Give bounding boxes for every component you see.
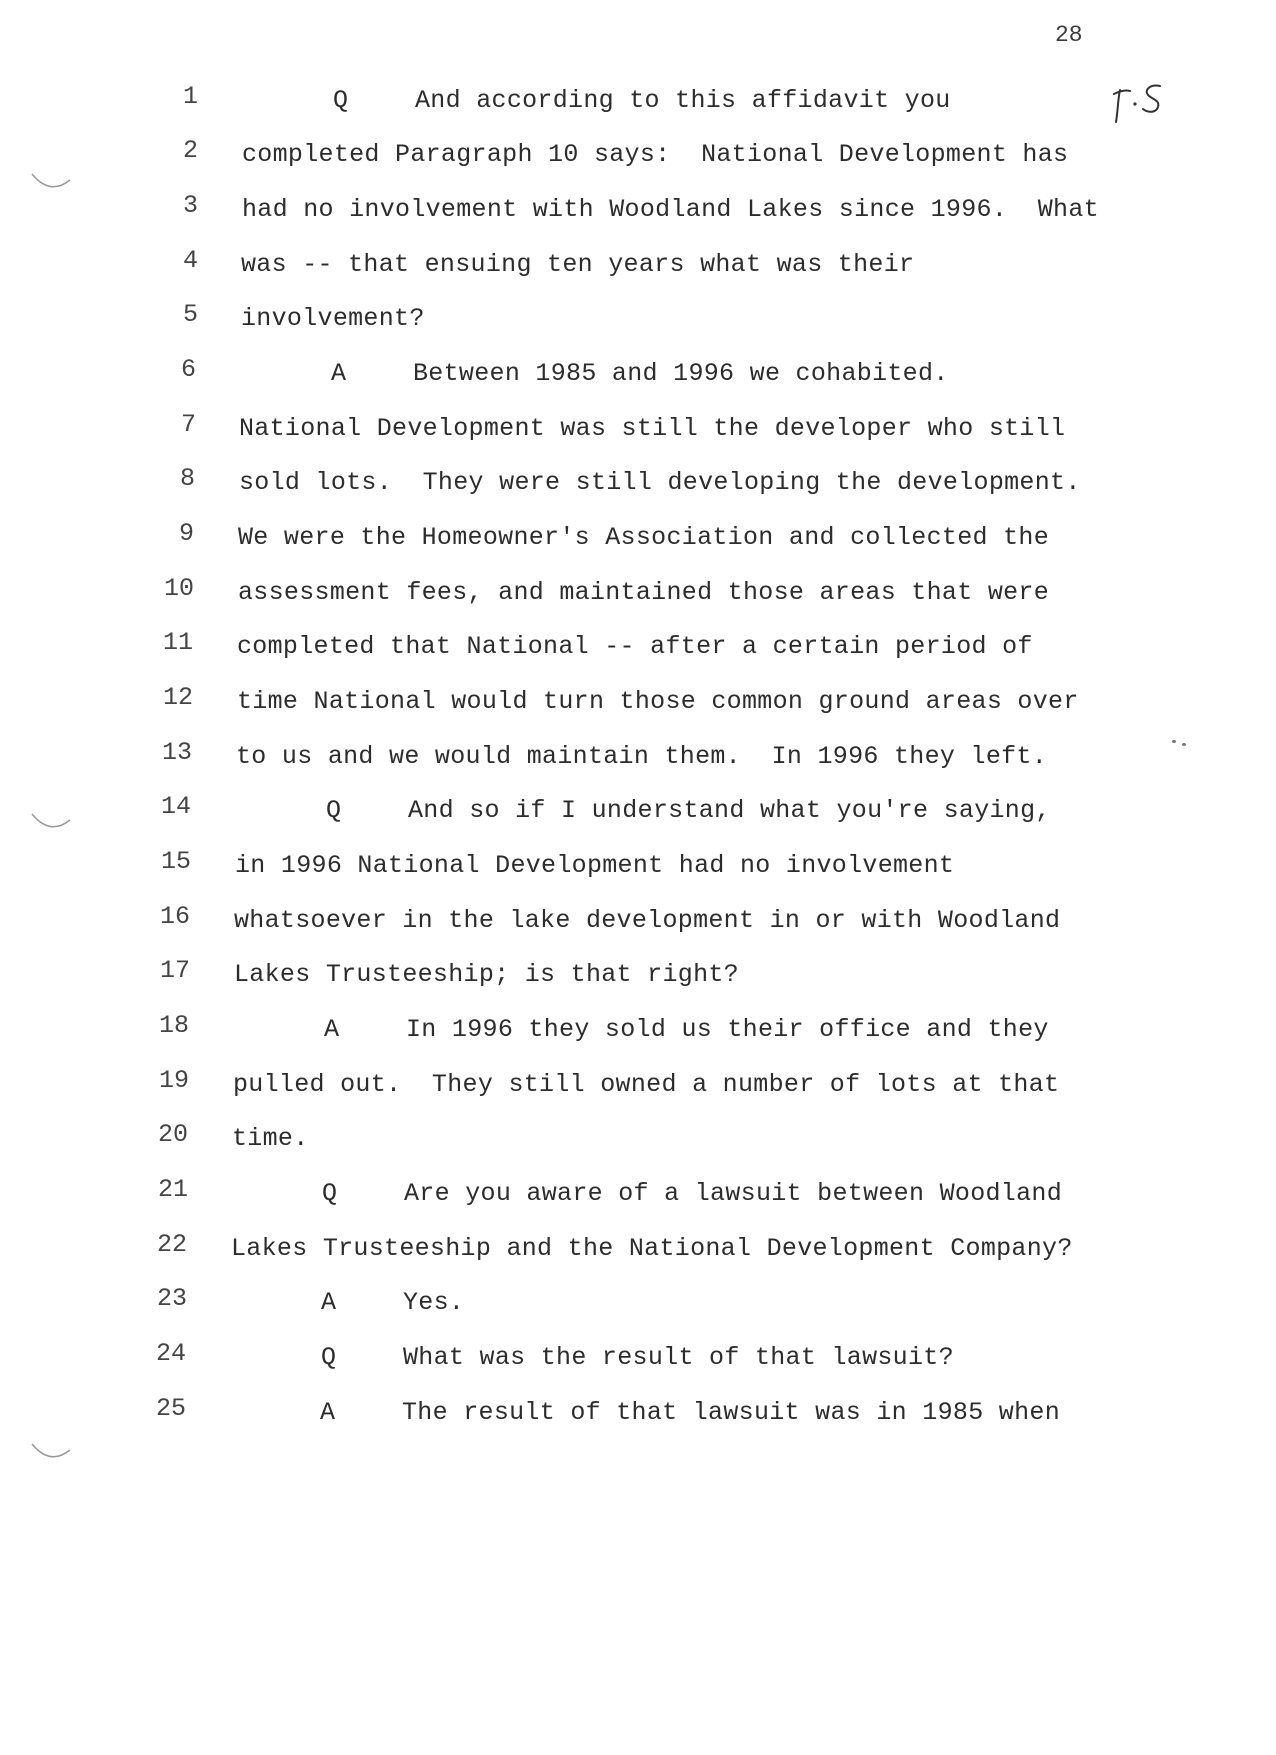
line-text: Yes. — [403, 1288, 465, 1317]
line-text: The result of that lawsuit was in 1985 when — [402, 1398, 1061, 1427]
page-number: 28 — [1055, 22, 1083, 48]
speaker-label: A — [320, 1398, 336, 1427]
transcript-line: pulled out. They still owned a number of lots at that — [233, 1070, 1060, 1099]
transcript-line — [326, 796, 1051, 825]
line-text: And according to this affidavit you — [415, 86, 951, 115]
transcript-line — [321, 1343, 954, 1372]
stray-mark — [1182, 743, 1186, 746]
speaker-label: Q — [333, 86, 349, 115]
speaker-label: Q — [322, 1179, 338, 1208]
line-number: 9 — [178, 519, 194, 548]
line-text: In 1996 they sold us their office and they — [406, 1015, 1049, 1044]
speaker-label: Q — [326, 796, 342, 825]
line-number: 22 — [156, 1230, 187, 1259]
transcript-line — [324, 1015, 1049, 1044]
line-number: 8 — [179, 464, 195, 493]
line-number: 7 — [180, 410, 196, 439]
line-number: 12 — [162, 683, 193, 712]
line-number: 1 — [182, 82, 198, 111]
line-number: 2 — [182, 136, 198, 165]
line-number: 25 — [155, 1394, 186, 1423]
line-number: 21 — [157, 1175, 188, 1204]
line-number: 16 — [159, 902, 190, 931]
punch-hole-mark — [30, 808, 72, 838]
transcript-line: We were the Homeowner's Association and collected the — [238, 523, 1050, 552]
transcript-line — [333, 86, 951, 115]
transcript-line: completed Paragraph 10 says: National Development has — [242, 140, 1069, 169]
speaker-label: A — [324, 1015, 340, 1044]
handwritten-initials — [1108, 80, 1178, 130]
speaker-label: A — [321, 1288, 337, 1317]
line-number: 17 — [159, 956, 190, 985]
line-number: 19 — [158, 1066, 189, 1095]
transcript-line: time. — [232, 1124, 309, 1153]
line-text: What was the result of that lawsuit? — [403, 1343, 954, 1372]
transcript-line: time National would turn those common ground areas over — [237, 687, 1079, 716]
transcript-line — [331, 359, 949, 388]
transcript-line: assessment fees, and maintained those areas that were — [238, 578, 1050, 607]
transcript-line: involvement? — [241, 304, 425, 333]
transcript-line: was -- that ensuing ten years what was their — [241, 250, 915, 279]
transcript-line — [320, 1398, 1060, 1427]
line-number: 13 — [161, 738, 192, 767]
speaker-label: A — [331, 359, 347, 388]
transcript-line: completed that National -- after a certain period of — [237, 632, 1033, 661]
line-number: 11 — [162, 628, 193, 657]
line-text: Between 1985 and 1996 we cohabited. — [413, 359, 949, 388]
line-number: 4 — [182, 246, 198, 275]
transcript-line: in 1996 National Development had no involvement — [235, 851, 955, 880]
line-number: 5 — [182, 300, 198, 329]
line-number: 14 — [160, 792, 191, 821]
transcript-line: sold lots. They were still developing the development. — [239, 468, 1081, 497]
transcript-line: Lakes Trusteeship and the National Development Company? — [231, 1234, 1073, 1263]
line-number: 24 — [155, 1339, 186, 1368]
line-number: 20 — [157, 1120, 188, 1149]
line-number: 23 — [156, 1284, 187, 1313]
transcript-line: whatsoever in the lake development in or with Woodland — [234, 906, 1061, 935]
line-text: And so if I understand what you're saying, — [408, 796, 1051, 825]
line-number: 10 — [163, 574, 194, 603]
line-number: 6 — [180, 355, 196, 384]
line-number: 15 — [160, 847, 191, 876]
transcript-line — [322, 1179, 1062, 1208]
transcript-line: National Development was still the developer who still — [239, 414, 1066, 443]
line-text: Are you aware of a lawsuit between Woodland — [404, 1179, 1063, 1208]
transcript-line — [321, 1288, 464, 1317]
transcript-line: had no involvement with Woodland Lakes since 1996. What — [242, 195, 1099, 224]
stray-mark — [1172, 740, 1176, 743]
transcript-line: to us and we would maintain them. In 1996 they left. — [236, 742, 1048, 771]
punch-hole-mark — [30, 168, 72, 198]
speaker-label: Q — [321, 1343, 337, 1372]
line-number: 18 — [158, 1011, 189, 1040]
line-number: 3 — [182, 191, 198, 220]
transcript-line: Lakes Trusteeship; is that right? — [234, 960, 739, 989]
punch-hole-mark — [30, 1438, 72, 1468]
